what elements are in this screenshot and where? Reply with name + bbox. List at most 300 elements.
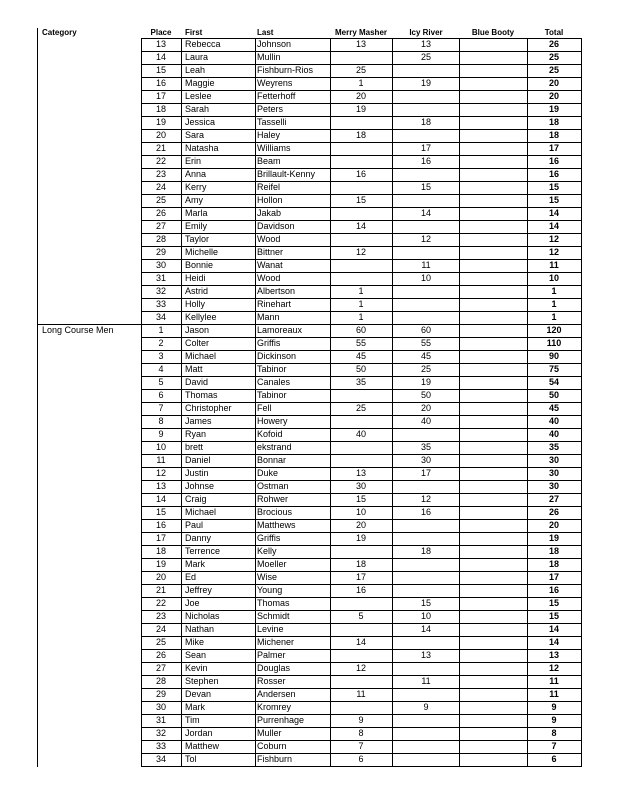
last-name-cell: Fishburn <box>257 754 293 764</box>
total-cell: 15 <box>548 182 559 192</box>
last-name-cell: Davidson <box>257 221 295 231</box>
place-cell: 8 <box>158 416 164 426</box>
blue-booty-cell <box>459 740 527 753</box>
icy-river-cell: 50 <box>420 390 431 400</box>
icy-river-cell: 13 <box>420 39 431 49</box>
blue-booty-cell <box>459 532 527 545</box>
first-name-cell: Terrence <box>185 546 221 556</box>
header-last: Last <box>257 28 274 37</box>
first-name-cell: Maggie <box>185 78 215 88</box>
place-cell: 33 <box>155 299 166 309</box>
blue-booty-cell <box>459 675 527 688</box>
table-row <box>0 181 618 194</box>
place-cell: 9 <box>158 429 164 439</box>
last-name-cell: Duke <box>257 468 279 478</box>
total-cell: 20 <box>548 520 559 530</box>
table-row <box>0 207 618 220</box>
merry-masher-cell <box>330 233 392 246</box>
table-row <box>0 610 618 623</box>
blue-booty-cell <box>459 649 527 662</box>
place-cell: 16 <box>155 520 166 530</box>
merry-masher-cell: 1 <box>358 312 364 322</box>
icy-river-cell <box>393 714 459 727</box>
category-cell <box>42 298 140 311</box>
icy-river-cell: 10 <box>420 273 431 283</box>
total-cell: 10 <box>548 273 559 283</box>
blue-booty-cell <box>459 454 527 467</box>
first-name-cell: Daniel <box>185 455 211 465</box>
total-cell: 1 <box>551 312 557 322</box>
first-name-cell: Danny <box>185 533 212 543</box>
last-name-cell: Mullin <box>257 52 281 62</box>
icy-river-cell: 12 <box>420 234 431 244</box>
place-cell: 13 <box>155 481 166 491</box>
icy-river-cell <box>393 740 459 753</box>
table-row <box>0 90 618 103</box>
merry-masher-cell: 15 <box>355 195 366 205</box>
merry-masher-cell: 1 <box>358 286 364 296</box>
first-name-cell: Jeffrey <box>185 585 212 595</box>
total-cell: 12 <box>548 247 559 257</box>
merry-masher-cell <box>330 415 392 428</box>
category-cell <box>42 610 140 623</box>
icy-river-cell: 18 <box>420 117 431 127</box>
place-cell: 16 <box>155 78 166 88</box>
category-cell <box>42 90 140 103</box>
last-name-cell: Wood <box>257 234 281 244</box>
category-cell <box>42 64 140 77</box>
category-cell <box>42 363 140 376</box>
last-name-cell: Fishburn-Rios <box>257 65 314 75</box>
table-row <box>0 220 618 233</box>
total-cell: 17 <box>548 572 559 582</box>
blue-booty-cell <box>459 51 527 64</box>
blue-booty-cell <box>459 753 527 766</box>
last-name-cell: Brillault-Kenny <box>257 169 316 179</box>
merry-masher-cell <box>330 441 392 454</box>
category-cell <box>42 259 140 272</box>
header-place: Place <box>150 28 172 37</box>
first-name-cell: Kerry <box>185 182 207 192</box>
total-cell: 13 <box>548 650 559 660</box>
first-name-cell: Leslee <box>185 91 212 101</box>
icy-river-cell: 14 <box>420 208 431 218</box>
category-cell <box>42 337 140 350</box>
merry-masher-cell: 15 <box>355 494 366 504</box>
last-name-cell: Bittner <box>257 247 284 257</box>
blue-booty-cell <box>459 584 527 597</box>
merry-masher-cell: 19 <box>355 104 366 114</box>
place-cell: 22 <box>155 598 166 608</box>
table-row <box>0 753 618 766</box>
last-name-cell: Lamoreaux <box>257 325 303 335</box>
icy-river-cell: 17 <box>420 468 431 478</box>
last-name-cell: Albertson <box>257 286 296 296</box>
blue-booty-cell <box>459 298 527 311</box>
category-cell <box>42 311 140 324</box>
category-cell <box>42 753 140 766</box>
first-name-cell: Jessica <box>185 117 216 127</box>
total-cell: 11 <box>549 689 559 699</box>
table-row <box>0 584 618 597</box>
total-cell: 19 <box>548 104 559 114</box>
category-cell <box>42 571 140 584</box>
table-row <box>0 194 618 207</box>
table-row <box>0 142 618 155</box>
place-cell: 1 <box>158 325 164 335</box>
table-row <box>0 77 618 90</box>
icy-river-cell: 14 <box>420 624 431 634</box>
blue-booty-cell <box>459 350 527 363</box>
place-cell: 24 <box>155 182 166 192</box>
merry-masher-cell <box>330 649 392 662</box>
total-cell: 15 <box>548 598 559 608</box>
last-name-cell: Kromrey <box>257 702 292 712</box>
category-cell <box>42 207 140 220</box>
icy-river-cell <box>393 311 459 324</box>
merry-masher-cell: 20 <box>355 91 366 101</box>
blue-booty-cell <box>459 467 527 480</box>
blue-booty-cell <box>459 545 527 558</box>
place-cell: 15 <box>155 65 166 75</box>
table-row <box>0 389 618 402</box>
blue-booty-cell <box>459 441 527 454</box>
category-cell <box>42 532 140 545</box>
category-cell <box>42 194 140 207</box>
last-name-cell: Kofoid <box>257 429 283 439</box>
total-cell: 9 <box>551 702 557 712</box>
last-name-cell: Andersen <box>257 689 296 699</box>
merry-masher-cell: 12 <box>355 247 366 257</box>
category-cell <box>42 376 140 389</box>
icy-river-cell: 40 <box>420 416 431 426</box>
blue-booty-cell <box>459 389 527 402</box>
total-cell: 75 <box>548 364 559 374</box>
icy-river-cell <box>393 428 459 441</box>
category-cell <box>42 129 140 142</box>
first-name-cell: Sara <box>185 130 205 140</box>
total-cell: 11 <box>549 260 559 270</box>
total-cell: 30 <box>548 455 559 465</box>
first-name-cell: Natasha <box>185 143 219 153</box>
table-row <box>0 51 618 64</box>
table-row <box>0 246 618 259</box>
merry-masher-cell <box>330 51 392 64</box>
table-row <box>0 324 618 337</box>
icy-river-cell: 30 <box>420 455 431 465</box>
last-name-cell: Mann <box>257 312 280 322</box>
last-name-cell: Weyrens <box>257 78 293 88</box>
blue-booty-cell <box>459 77 527 90</box>
table-row <box>0 64 618 77</box>
icy-river-cell: 55 <box>420 338 431 348</box>
blue-booty-cell <box>459 311 527 324</box>
total-cell: 50 <box>548 390 559 400</box>
table-row <box>0 363 618 376</box>
place-cell: 3 <box>158 351 164 361</box>
first-name-cell: Michael <box>185 351 217 361</box>
category-cell <box>42 77 140 90</box>
first-name-cell: Matt <box>185 364 203 374</box>
first-name-cell: Sean <box>185 650 207 660</box>
category-cell <box>42 168 140 181</box>
first-name-cell: Michael <box>185 507 217 517</box>
header-category: Category <box>42 28 77 37</box>
first-name-cell: Nicholas <box>185 611 220 621</box>
table-row <box>0 233 618 246</box>
total-cell: 15 <box>548 611 559 621</box>
blue-booty-cell <box>459 727 527 740</box>
blue-booty-cell <box>459 168 527 181</box>
merry-masher-cell: 16 <box>355 169 366 179</box>
last-name-cell: Hollon <box>257 195 283 205</box>
place-cell: 32 <box>155 286 166 296</box>
first-name-cell: Ryan <box>185 429 207 439</box>
blue-booty-cell <box>459 142 527 155</box>
total-cell: 45 <box>548 403 559 413</box>
icy-river-cell <box>393 636 459 649</box>
blue-booty-cell <box>459 155 527 168</box>
table-row <box>0 272 618 285</box>
table-row <box>0 493 618 506</box>
icy-river-cell: 25 <box>420 52 431 62</box>
icy-river-cell <box>393 519 459 532</box>
place-cell: 26 <box>155 650 166 660</box>
place-cell: 33 <box>155 741 166 751</box>
total-cell: 25 <box>548 52 559 62</box>
last-name-cell: Levine <box>257 624 284 634</box>
table-row <box>0 675 618 688</box>
table-row <box>0 571 618 584</box>
table-row <box>0 441 618 454</box>
first-name-cell: Bonnie <box>185 260 214 270</box>
first-name-cell: Erin <box>185 156 202 166</box>
place-cell: 5 <box>158 377 164 387</box>
category-cell <box>42 649 140 662</box>
total-cell: 16 <box>548 585 559 595</box>
blue-booty-cell <box>459 701 527 714</box>
header-merry-masher: Merry Masher <box>334 28 388 37</box>
total-cell: 25 <box>548 65 559 75</box>
first-name-cell: Tol <box>185 754 197 764</box>
icy-river-cell: 13 <box>420 650 431 660</box>
blue-booty-cell <box>459 519 527 532</box>
blue-booty-cell <box>459 233 527 246</box>
category-cell <box>42 272 140 285</box>
merry-masher-cell: 5 <box>358 611 364 621</box>
place-cell: 12 <box>155 468 166 478</box>
table-row <box>0 467 618 480</box>
merry-masher-cell: 17 <box>355 572 366 582</box>
merry-masher-cell: 25 <box>355 65 366 75</box>
table-row <box>0 480 618 493</box>
merry-masher-cell <box>330 389 392 402</box>
total-cell: 16 <box>548 156 559 166</box>
place-cell: 27 <box>155 221 166 231</box>
first-name-cell: Tim <box>185 715 200 725</box>
icy-river-cell <box>393 168 459 181</box>
last-name-cell: Coburn <box>257 741 287 751</box>
last-name-cell: Canales <box>257 377 291 387</box>
first-name-cell: James <box>185 416 212 426</box>
last-name-cell: Thomas <box>257 598 290 608</box>
place-cell: 24 <box>155 624 166 634</box>
table-row <box>0 376 618 389</box>
merry-masher-cell: 12 <box>355 663 366 673</box>
place-cell: 29 <box>155 247 166 257</box>
first-name-cell: Joe <box>185 598 200 608</box>
table-row <box>0 350 618 363</box>
category-cell <box>42 415 140 428</box>
blue-booty-cell <box>459 38 527 51</box>
icy-river-cell: 10 <box>420 611 431 621</box>
category-cell <box>42 675 140 688</box>
table-row <box>0 259 618 272</box>
total-cell: 18 <box>548 130 559 140</box>
last-name-cell: Johnson <box>257 39 292 49</box>
category-cell <box>42 246 140 259</box>
merry-masher-cell: 11 <box>356 689 366 699</box>
place-cell: 20 <box>155 572 166 582</box>
blue-booty-cell <box>459 207 527 220</box>
table-row <box>0 688 618 701</box>
total-cell: 20 <box>548 78 559 88</box>
category-cell <box>42 441 140 454</box>
merry-masher-cell: 1 <box>358 299 364 309</box>
place-cell: 23 <box>155 611 166 621</box>
table-row <box>0 506 618 519</box>
total-cell: 18 <box>548 117 559 127</box>
last-name-cell: Bonnar <box>257 455 287 465</box>
first-name-cell: brett <box>185 442 204 452</box>
blue-booty-cell <box>459 571 527 584</box>
last-name-cell: Fell <box>257 403 272 413</box>
last-name-cell: Reifel <box>257 182 281 192</box>
category-cell <box>42 51 140 64</box>
total-cell: 9 <box>551 715 557 725</box>
table-row <box>0 337 618 350</box>
first-name-cell: Paul <box>185 520 204 530</box>
total-cell: 19 <box>548 533 559 543</box>
icy-river-cell: 15 <box>420 182 431 192</box>
place-cell: 28 <box>155 234 166 244</box>
total-cell: 8 <box>551 728 557 738</box>
table-row <box>0 311 618 324</box>
place-cell: 17 <box>155 533 166 543</box>
category-cell <box>42 155 140 168</box>
icy-river-cell <box>393 103 459 116</box>
merry-masher-cell: 7 <box>358 741 364 751</box>
first-name-cell: Colter <box>185 338 210 348</box>
table-row <box>0 662 618 675</box>
category-cell <box>42 402 140 415</box>
blue-booty-cell <box>459 597 527 610</box>
last-name-cell: Kelly <box>257 546 277 556</box>
first-name-cell: Anna <box>185 169 207 179</box>
place-cell: 18 <box>155 104 166 114</box>
place-cell: 4 <box>158 364 164 374</box>
icy-river-cell <box>393 220 459 233</box>
total-cell: 14 <box>548 208 559 218</box>
category-cell <box>42 467 140 480</box>
total-cell: 110 <box>546 338 562 348</box>
first-name-cell: Stephen <box>185 676 219 686</box>
category-cell <box>42 285 140 298</box>
category-cell <box>42 480 140 493</box>
last-name-cell: Haley <box>257 130 281 140</box>
last-name-cell: Brocious <box>257 507 293 517</box>
first-name-cell: Mark <box>185 559 205 569</box>
place-cell: 27 <box>155 663 166 673</box>
last-name-cell: Fetterhoff <box>257 91 296 101</box>
last-name-cell: Matthews <box>257 520 296 530</box>
category-cell <box>42 350 140 363</box>
merry-masher-cell: 18 <box>355 559 366 569</box>
first-name-cell: Michelle <box>185 247 219 257</box>
last-name-cell: Rosser <box>257 676 286 686</box>
category-cell <box>42 623 140 636</box>
merry-masher-cell <box>330 701 392 714</box>
place-cell: 34 <box>155 312 166 322</box>
place-cell: 26 <box>155 208 166 218</box>
blue-booty-cell <box>459 506 527 519</box>
last-name-cell: Ostman <box>257 481 289 491</box>
place-cell: 14 <box>155 494 166 504</box>
last-name-cell: Douglas <box>257 663 291 673</box>
first-name-cell: Jordan <box>185 728 213 738</box>
category-cell: Long Course Men <box>42 325 114 335</box>
first-name-cell: Jason <box>185 325 210 335</box>
total-cell: 12 <box>548 234 559 244</box>
first-name-cell: Astrid <box>185 286 209 296</box>
first-name-cell: Justin <box>185 468 209 478</box>
blue-booty-cell <box>459 610 527 623</box>
merry-masher-cell <box>330 181 392 194</box>
category-cell <box>42 584 140 597</box>
category-cell <box>42 233 140 246</box>
table-row <box>0 428 618 441</box>
place-cell: 19 <box>155 117 166 127</box>
merry-masher-cell: 19 <box>355 533 366 543</box>
total-cell: 12 <box>548 663 559 673</box>
category-cell <box>42 116 140 129</box>
table-row <box>0 623 618 636</box>
category-cell <box>42 558 140 571</box>
last-name-cell: Tasselli <box>257 117 287 127</box>
last-name-cell: Griffis <box>257 533 281 543</box>
merry-masher-cell: 55 <box>355 338 366 348</box>
total-cell: 1 <box>551 299 557 309</box>
icy-river-cell <box>393 246 459 259</box>
category-cell <box>42 142 140 155</box>
blue-booty-cell <box>459 129 527 142</box>
last-name-cell: ekstrand <box>257 442 292 452</box>
place-cell: 34 <box>155 754 166 764</box>
table-row <box>0 532 618 545</box>
merry-masher-cell: 1 <box>358 78 364 88</box>
last-name-cell: Muller <box>257 728 282 738</box>
total-cell: 40 <box>548 429 559 439</box>
merry-masher-cell <box>330 259 392 272</box>
icy-river-cell <box>393 194 459 207</box>
icy-river-cell: 11 <box>421 676 431 686</box>
blue-booty-cell <box>459 103 527 116</box>
icy-river-cell <box>393 558 459 571</box>
table-row <box>0 402 618 415</box>
category-cell <box>42 506 140 519</box>
total-cell: 6 <box>551 754 557 764</box>
blue-booty-cell <box>459 402 527 415</box>
